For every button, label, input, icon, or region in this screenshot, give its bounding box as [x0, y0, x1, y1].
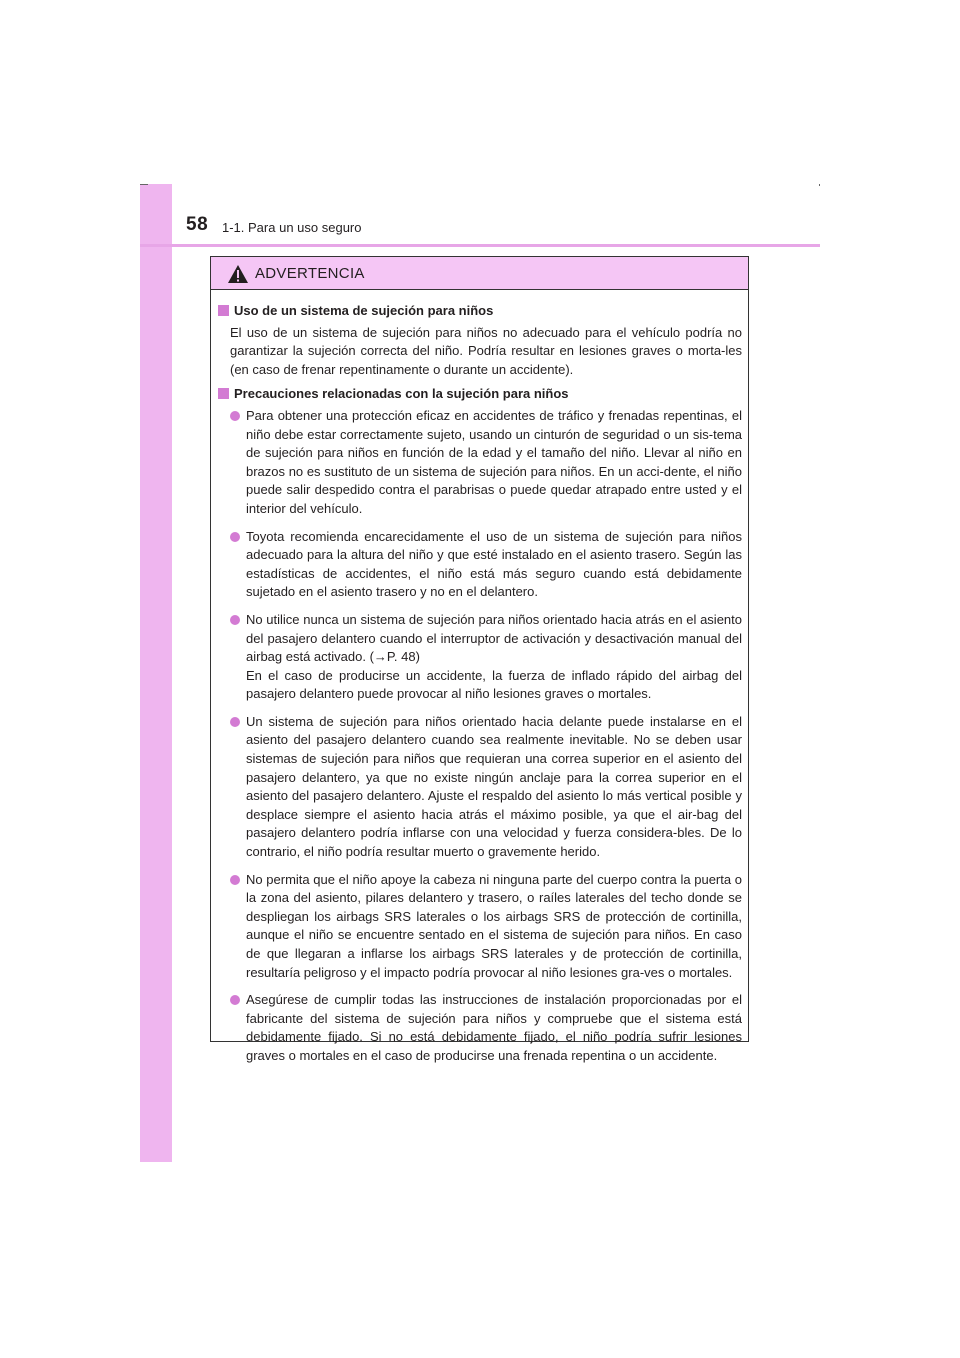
warning-body [211, 290, 748, 1066]
list-item-text: Toyota recomienda encarecidamente el uso de un sistema de sujeción para niños adecuado para la altura del niño y que esté instalado en el asiento trasero. Según las estadísticas de accidentes, el niño está más seguro cuando está debidamente sujetado en el asiento trasero y no en el delantero. [246, 528, 742, 600]
list-item [218, 991, 742, 1065]
square-bullet-icon [218, 305, 229, 316]
header-divider [140, 244, 820, 247]
round-bullet-icon [230, 875, 240, 885]
list-item-text: No utilice nunca un sistema de sujeción para niños orientado hacia atrás en el asiento del pasajero delantero cuando el interruptor de activación y desactivación manual del airbag está activado. (→P. 48) [246, 611, 742, 665]
round-bullet-icon [230, 615, 240, 625]
list-item [218, 611, 742, 704]
warning-title: ADVERTENCIA [255, 264, 365, 282]
crop-mark-left [140, 184, 148, 185]
warning-header [211, 257, 748, 290]
list-item [218, 528, 742, 602]
list-item [218, 407, 742, 519]
side-color-strip [140, 184, 172, 1162]
list-item-text-block [246, 611, 742, 704]
list-item-text: Para obtener una protección eficaz en accidentes de tráfico y frenadas repentinas, el niño debe estar correctamente sujeto, usando un cinturón de seguridad o un sis-tema de sujeción para niños en función de la edad y el tamaño del niño. Llevar al niño en brazos no es sustituto de un sistema de sujeción para niños. En un acci-dente, el niño puede salir despedido contra el parabrisas o puede quedar atrapado entre usted y el interior del vehículo. [246, 407, 742, 516]
list-item-text: No permita que el niño apoye la cabeza ni ninguna parte del cuerpo contra la puerta o la zona del asiento, pilares delantero y trasero, o raíles laterales del techo donde se despliegan los airbags SRS laterales o los airbags SRS de protección de cortinilla, aunque el niño se encuentre sentado en el sistema de sujeción para niños. En caso de que llegaran a inflarse los airbags SRS laterales y de protección de cortinilla, resultaría peligroso y el impacto podría provocar al niño lesiones gra-ves o mortales. [246, 871, 742, 980]
warning-triangle-icon [227, 264, 249, 284]
list-item [218, 871, 742, 983]
section-title: 1-1. Para un uso seguro [222, 220, 362, 235]
heading-text: Uso de un sistema de sujeción para niños [234, 303, 494, 318]
square-bullet-icon [218, 388, 229, 399]
round-bullet-icon [230, 717, 240, 727]
list-item-text-continued: En el caso de producirse un accidente, la fuerza de inflado rápido del airbag del pasajero delantero puede provocar al niño lesiones graves o mortales. [246, 667, 742, 702]
section-heading [218, 302, 742, 321]
list-item-text: Asegúrese de cumplir todas las instrucciones de instalación proporcionadas por el fabricante del sistema de sujeción para niños y compruebe que el sistema está debidamente fijado. Si no está debidamente fijado, el niño podría sufrir lesiones graves o mortales en el caso de producirse una frenada repentina o un accidente. [246, 992, 742, 1063]
section-heading [218, 385, 742, 404]
list-item [218, 713, 742, 862]
round-bullet-icon [230, 995, 240, 1005]
round-bullet-icon [230, 532, 240, 542]
page-number: 58 [186, 214, 209, 235]
crop-mark-right [819, 184, 820, 186]
list-item-text: Un sistema de sujeción para niños orientado hacia delante puede instalarse en el asiento del pasajero delantero cuando sea realmente inevitable. No se deben usar sistemas de sujeción para niños que requieran una correa superior en el asiento del pasajero delantero, ya que no existe ningún anclaje para la correa superior en el asiento del pasajero delantero. Ajuste el respaldo del asiento lo más vertical posible y desplace siempre el asiento hacia atrás el máximo posible, ya que el air-bag del pasajero delantero podría inflarse con una velocidad y fuerza considera-bles. De lo contrario, el niño podría resultar muerto o gravemente herido. [246, 713, 742, 860]
heading-text: Precauciones relacionadas con la sujeción para niños [234, 386, 569, 402]
warning-box [210, 256, 749, 1063]
round-bullet-icon [230, 411, 240, 421]
paragraph: El uso de un sistema de sujeción para niños no adecuado para el vehículo podría no garantizar la sujeción correcta del niño. Podría resultar en lesiones graves o morta-les (en caso de frenar repentinamente o durante un accidente). [230, 324, 742, 377]
